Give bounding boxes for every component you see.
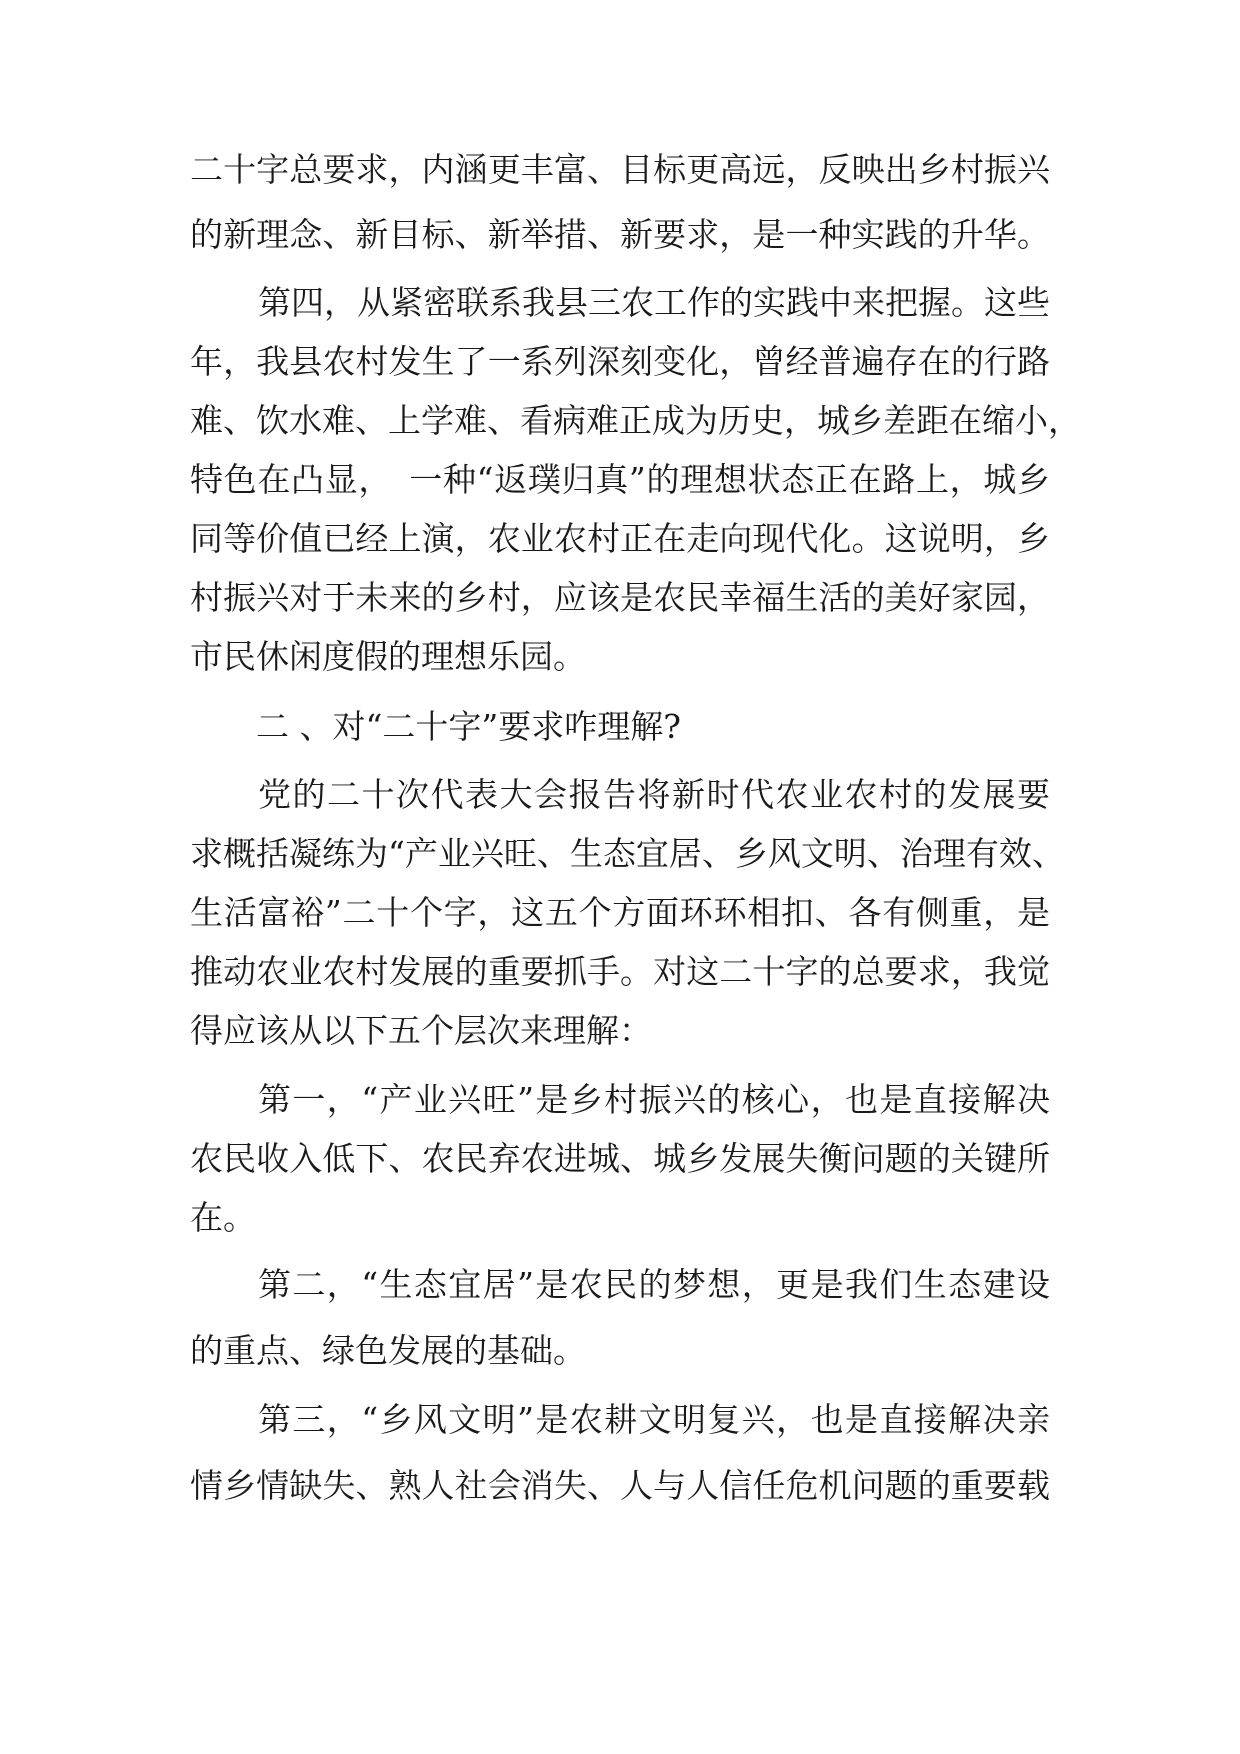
text-line-7: 同等价值已经上演，农业农村正在走向现代化。这说明，乡 — [190, 519, 1050, 558]
text-line-4: 年，我县农村发生了一系列深刻变化，曾经普遍存在的行路 — [190, 342, 1050, 381]
paragraph-4-line-1: 第四，从紧密联系我县三农工作的实践中来把握。这些 — [258, 283, 1050, 322]
text-line-13: 生活富裕”二十个字，这五个方面环环相扣、各有侧重，是 — [190, 893, 1050, 932]
text-line-5: 难、饮水难、上学难、看病难正成为历史，城乡差距在缩小， — [190, 401, 1081, 440]
text-line-14: 推动农业农村发展的重要抓手。对这二十字的总要求，我觉 — [190, 952, 1050, 991]
section-heading: 二 、对“二十字”要求咋理解? — [256, 707, 681, 746]
point-3-line-2: 情乡情缺失、熟人社会消失、人与人信任危机问题的重要载 — [190, 1466, 1050, 1505]
paragraph-intro-line-1: 党的二十次代表大会报告将新时代农业农村的发展要 — [258, 775, 1050, 814]
text-line-15: 得应该从以下五个层次来理解： — [190, 1011, 652, 1050]
point-1-line-2: 农民收入低下、农民弃农进城、城乡发展失衡问题的关键所 — [190, 1139, 1050, 1178]
text-line-9: 市民休闲度假的理想乐园。 — [190, 637, 586, 676]
point-2-line-2: 的重点、绿色发展的基础。 — [190, 1331, 586, 1370]
point-1-line-1: 第一，“产业兴旺”是乡村振兴的核心，也是直接解决 — [258, 1080, 1050, 1119]
point-2-line-1: 第二，“生态宜居”是农民的梦想，更是我们生态建设 — [258, 1265, 1050, 1304]
text-line-8: 村振兴对于未来的乡村，应该是农民幸福生活的美好家园， — [190, 578, 1050, 617]
text-line-6: 特色在凸显， 一种“返璞归真”的理想状态正在路上，城乡 — [190, 460, 1050, 499]
text-line-12: 求概括凝练为“产业兴旺、生态宜居、乡风文明、治理有效、 — [190, 834, 1065, 873]
text-line-2: 的新理念、新目标、新举措、新要求，是一种实践的升华。 — [190, 215, 1050, 254]
point-1-line-3: 在。 — [190, 1198, 256, 1237]
point-3-line-1: 第三，“乡风文明”是农耕文明复兴，也是直接解决亲 — [258, 1400, 1050, 1439]
text-line-1: 二十字总要求，内涵更丰富、目标更高远，反映出乡村振兴 — [190, 150, 1050, 189]
